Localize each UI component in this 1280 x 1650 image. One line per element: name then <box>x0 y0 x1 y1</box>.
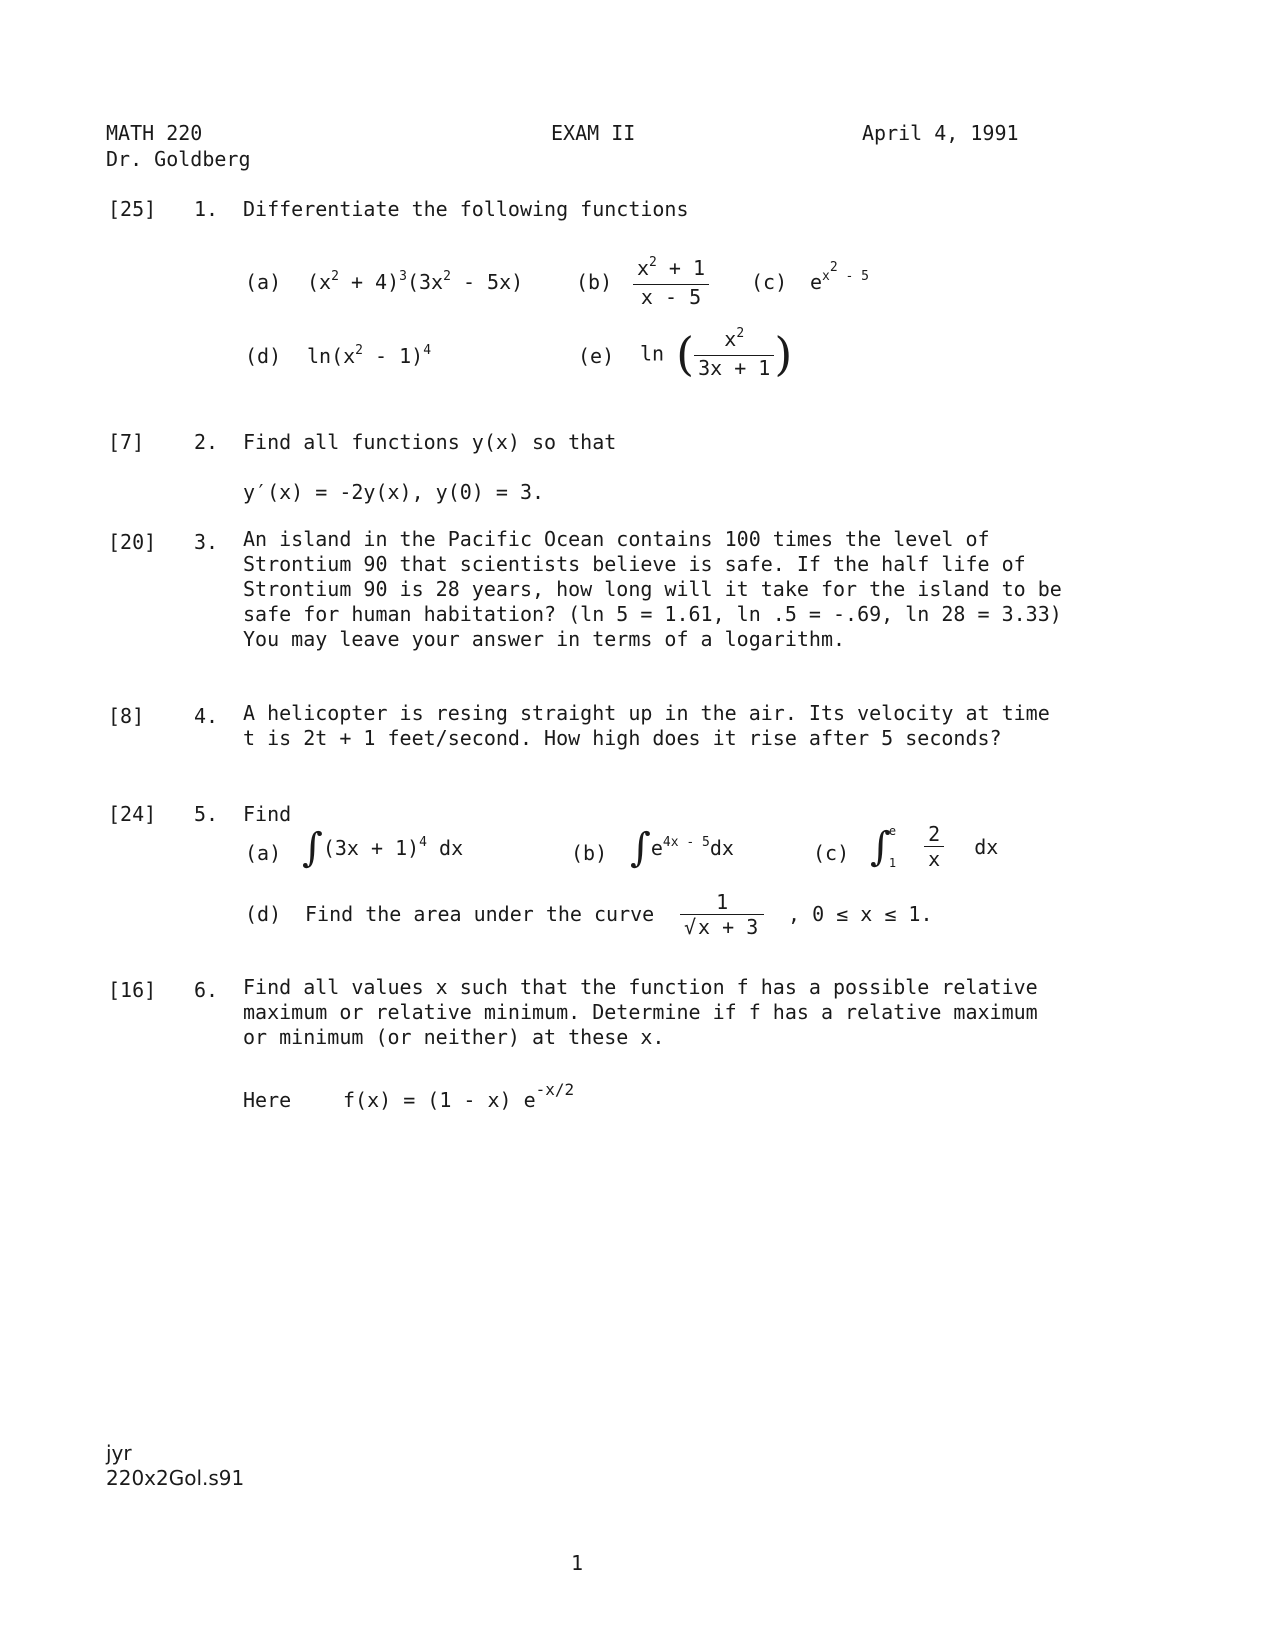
q5-c-label: (c) <box>813 841 850 865</box>
q5-d-label: (d) <box>245 902 282 926</box>
footer-initials: jyr <box>106 1441 132 1465</box>
q2-points: [7] <box>108 430 145 454</box>
q5-d-range: , 0 ≤ x ≤ 1. <box>788 902 933 926</box>
course-code: MATH 220 <box>106 121 203 145</box>
q5-d-curve: $\frac{1}{√ x + 3}$ <box>680 890 764 939</box>
q1-c-expression: $e^{x^2 - 5}$ <box>810 260 870 294</box>
q1-e-label: (e) <box>578 344 615 368</box>
q1-a-expression: $(x^2 + 4)^3(3x^2 - 5x)$ <box>307 269 524 294</box>
footer-filename: 220x2Gol.s91 <box>106 1466 245 1490</box>
q5-b-integral: $\int e^{4x - 5}dx$ <box>630 825 734 871</box>
q5-c-integral: ∫ e 1 $\frac{2}{x}$ dx <box>870 822 999 871</box>
q5-points: [24] <box>108 802 157 826</box>
q4-points: [8] <box>108 704 145 728</box>
q1-c-label: (c) <box>751 270 788 294</box>
q6-function: f(x) = (1 - x) $e^{-x/2}$ <box>343 1080 575 1112</box>
instructor-name: Dr. Goldberg <box>106 147 251 171</box>
q1-d-expression: $\ln(x^2 - 1)^4$ <box>307 343 432 368</box>
q5-number: 5. <box>194 802 219 826</box>
q5-a-integral: $\int(3x + 1)^4$ dx <box>302 825 464 871</box>
q6-points: [16] <box>108 978 157 1002</box>
q2-number: 2. <box>194 430 219 454</box>
q1-d-label: (d) <box>245 344 282 368</box>
q4-text: A helicopter is resing straight up in the air. Its velocity at time t is 2t + 1 feet/second. How high does it rise after 5 seconds? <box>243 701 1050 750</box>
q2-text: Find all functions y(x) so that <box>243 430 617 454</box>
q3-points: [20] <box>108 530 157 554</box>
q1-text: Differentiate the following functions <box>243 197 689 221</box>
q3-number: 3. <box>194 530 219 554</box>
q5-d-text: Find the area under the curve <box>305 902 655 926</box>
q6-number: 6. <box>194 978 219 1002</box>
q1-points: [25] <box>108 197 157 221</box>
q3-text: An island in the Pacific Ocean contains 100 times the level of Strontium 90 that scientists believe is safe. If the half life of Strontium 90 is 28 years, how long will it take for the island to be safe for human habitation? (ln 5 = 1.61, ln .5 = -.69, ln 28 = 3.33) You may leave your answer in terms of a logarithm. <box>243 527 1062 651</box>
q6-here: Here <box>243 1088 292 1112</box>
exam-title: EXAM II <box>551 121 636 145</box>
page-number: 1 <box>571 1551 584 1575</box>
exam-date: April 4, 1991 <box>862 121 1019 145</box>
q1-number: 1. <box>194 197 219 221</box>
q5-b-label: (b) <box>571 841 608 865</box>
q5-a-label: (a) <box>245 841 282 865</box>
q4-number: 4. <box>194 704 219 728</box>
q1-e-expression: ln ( $\frac{x^2}{3x + 1}$ ) <box>640 326 793 381</box>
q6-text: Find all values x such that the function f has a possible relative maximum or relative minimum. Determine if f has a relative maximum or minimum (or neither) at these x. <box>243 975 1038 1049</box>
q5-text: Find <box>243 802 292 826</box>
q1-b-label: (b) <box>576 270 613 294</box>
q2-equation: y′(x) = -2y(x), y(0) = 3. <box>243 480 545 504</box>
q1-a-label: (a) <box>245 270 282 294</box>
q1-b-fraction: $\frac{x^2 + 1}{x - 5}$ <box>633 256 709 309</box>
